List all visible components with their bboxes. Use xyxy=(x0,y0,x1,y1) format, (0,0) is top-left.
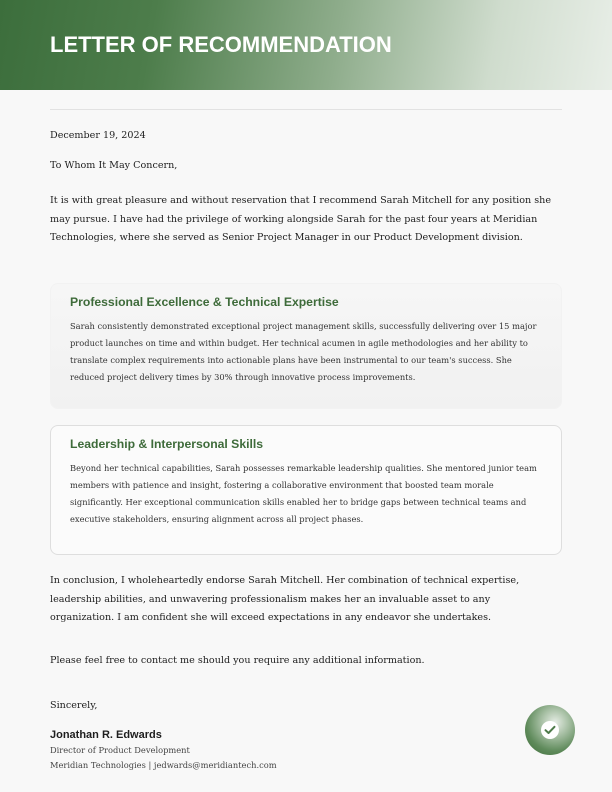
verification-seal xyxy=(525,705,575,755)
letter-closing: Sincerely, xyxy=(50,700,98,711)
section-body: Sarah consistently demonstrated exceptional project management skills, successfully delivering over 15 major product launches on time and within budget. Her technical acumen in agile methodologies and her ability to translate complex requirements into actionable plans have been instrumental to our team's success. She reduced project delivery times by 30% through innovative process improvements. xyxy=(70,321,537,382)
section-body: Beyond her technical capabilities, Sarah possesses remarkable leadership qualities. She mentored junior team members with patience and insight, fostering a collaborative environment that boosted team morale significantly. Her exceptional communication skills enabled her to bridge gaps between technical teams and executive stakeholders, ensuring alignment across all project phases. xyxy=(70,463,537,524)
header-divider xyxy=(50,109,562,110)
letter-header xyxy=(0,0,612,90)
intro-paragraph: It is with great pleasure and without reservation that I recommend Sarah Mitchell for any position she may pursue. I have had the privilege of working alongside Sarah for the past four years at Meridian Technologies, where she served as Senior Project Manager in our Product Development division. xyxy=(50,195,552,243)
letter-title: LETTER OF RECOMMENDATION xyxy=(50,32,392,57)
letter-date: December 19, 2024 xyxy=(50,130,146,141)
section-card-professional-excellence xyxy=(50,283,562,409)
signer-name: Jonathan R. Edwards xyxy=(50,729,162,741)
check-icon xyxy=(544,725,556,735)
section-title: Professional Excellence & Technical Expertise xyxy=(70,295,339,309)
section-card-leadership xyxy=(50,425,562,555)
conclusion-paragraph: In conclusion, I wholeheartedly endorse Sarah Mitchell. Her combination of technical expertise, leadership abilities, and unwavering professionalism makes her an invaluable asset to any organization. I am confident she will exceed expectations in any endeavor she undertakes. xyxy=(50,575,520,623)
letter-salutation: To Whom It May Concern, xyxy=(50,160,178,171)
section-title: Leadership & Interpersonal Skills xyxy=(70,437,264,451)
signer-company-contact: Meridian Technologies | jedwards@meridiantech.com xyxy=(50,760,277,770)
contact-paragraph: Please feel free to contact me should you require any additional information. xyxy=(50,655,425,666)
signer-title: Director of Product Development xyxy=(50,745,190,755)
seal-badge xyxy=(541,721,559,739)
